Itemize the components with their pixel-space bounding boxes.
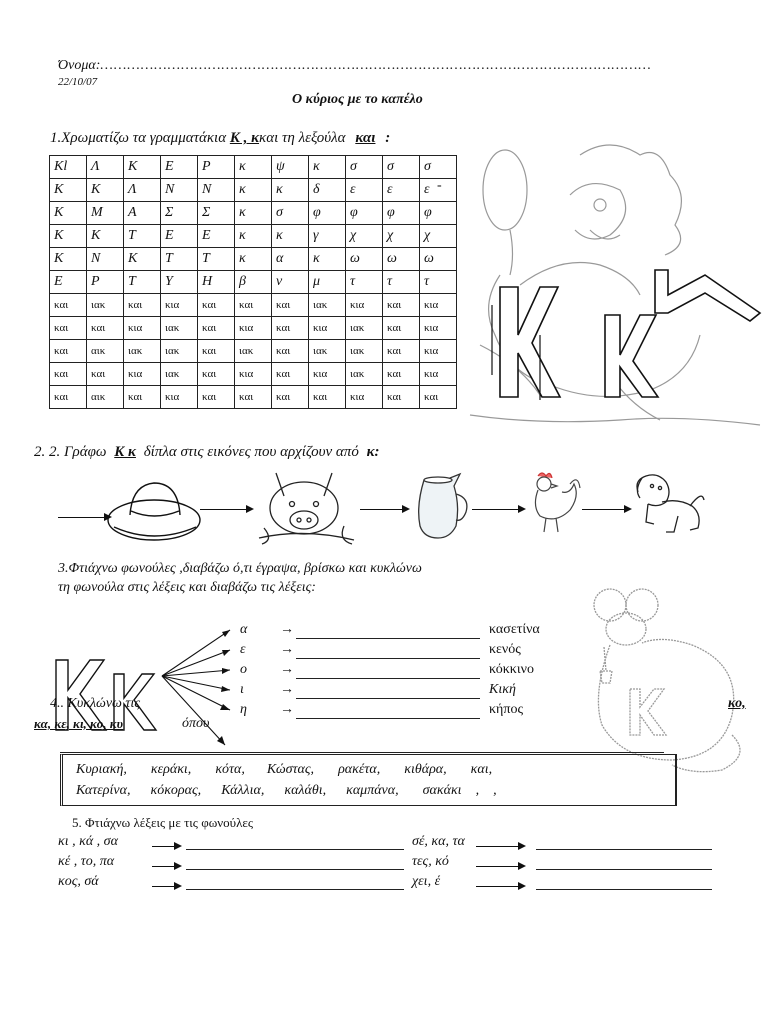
grid-cell[interactable]: φ	[346, 202, 383, 225]
grid-cell[interactable]: Ν	[161, 179, 198, 202]
name-line	[58, 58, 652, 74]
section4-syllables: κα, κε, κι, κο, κυ	[34, 716, 123, 731]
syllables-left: κι , κά , σα	[58, 834, 118, 849]
grid-cell[interactable]: Η	[198, 271, 235, 294]
grid-cell[interactable]: Κ	[50, 179, 87, 202]
arrow-left-1	[152, 846, 176, 847]
grid-cell[interactable]: ω	[383, 248, 420, 271]
grid-cell[interactable]: Σ	[198, 202, 235, 225]
section3-line1: 3.Φτιάχνω φωνούλες ,διαβάζω ό,τι έγραψα, βρίσκω και κυκλώνω	[58, 561, 422, 576]
grid-row	[50, 202, 457, 225]
grid-cell[interactable]: και	[235, 386, 272, 409]
rooster-image	[526, 470, 582, 536]
grid-cell[interactable]: ιακ	[235, 340, 272, 363]
grid-cell[interactable]: Κ	[87, 179, 124, 202]
grid-cell[interactable]: χ	[420, 225, 457, 248]
answer-line[interactable]	[296, 678, 480, 679]
grid-cell[interactable]: ε	[420, 179, 457, 202]
target-word[interactable]: κασετίνα	[489, 622, 540, 637]
grid-cell[interactable]: και	[383, 294, 420, 317]
grid-cell[interactable]: Τ	[124, 271, 161, 294]
circle-word[interactable]: Κάλλια,	[221, 783, 265, 798]
syllables-right: χει, έ	[412, 874, 441, 889]
vowel-label: ο	[240, 662, 247, 677]
grid-row	[50, 225, 457, 248]
hat-image	[104, 475, 202, 545]
grid-cell[interactable]: και	[124, 386, 161, 409]
target-word[interactable]: κόκκινο	[489, 662, 534, 677]
section1-word: και	[355, 130, 376, 146]
grid-cell[interactable]: κια	[124, 317, 161, 340]
arrow-right-1	[476, 846, 520, 847]
grid-cell[interactable]: κια	[420, 363, 457, 386]
grid-row	[50, 271, 457, 294]
grid-cell[interactable]: και	[50, 386, 87, 409]
answer-line[interactable]	[186, 869, 404, 870]
rooster-with-k-image	[460, 135, 768, 435]
name-label: Όνομα:	[58, 58, 101, 73]
grid-row	[50, 248, 457, 271]
grid-cell[interactable]: ε	[383, 179, 420, 202]
grid-cell[interactable]: δ	[309, 179, 346, 202]
grid-cell[interactable]: και	[272, 386, 309, 409]
grid-cell[interactable]: και	[50, 340, 87, 363]
words-line-1	[76, 762, 492, 778]
grid-row	[50, 340, 457, 363]
arrowhead-right	[518, 862, 526, 870]
circle-word[interactable]: καμπάνα,	[346, 783, 399, 798]
circle-word[interactable]: κότα,	[215, 762, 245, 777]
grid-cell[interactable]: και	[198, 386, 235, 409]
grid-row	[50, 294, 457, 317]
section2-instruction-mid: δίπλα στις εικόνες που αρχίζουν από	[143, 444, 359, 460]
grid-cell[interactable]: ιακ	[309, 340, 346, 363]
syllables-right: σέ, κα, τα	[412, 834, 465, 849]
syllables-right: τες, κό	[412, 854, 449, 869]
grid-cell[interactable]: κια	[309, 363, 346, 386]
section2-target: κ:	[366, 444, 380, 460]
grid-cell[interactable]: ιακ	[124, 340, 161, 363]
arrowhead-left	[174, 842, 182, 850]
grid-cell[interactable]: Κ	[124, 156, 161, 179]
arrow-glyph: →	[280, 682, 294, 697]
grid-cell[interactable]: σ	[420, 156, 457, 179]
grid-cell[interactable]: αικ	[87, 386, 124, 409]
grid-cell[interactable]: και	[272, 340, 309, 363]
dog-image	[632, 470, 708, 538]
arrow-glyph: →	[280, 622, 294, 637]
grid-row	[50, 179, 457, 202]
grid-cell[interactable]: Ε	[161, 225, 198, 248]
grid-cell[interactable]: Κ	[50, 225, 87, 248]
grid-cell[interactable]: κια	[235, 317, 272, 340]
grid-cell[interactable]: Κ	[50, 202, 87, 225]
grid-cell[interactable]: τ	[346, 271, 383, 294]
grid-cell[interactable]: Κ	[124, 248, 161, 271]
answer-line[interactable]	[296, 638, 480, 639]
grid-cell[interactable]: κ	[235, 179, 272, 202]
section4-where: όπου	[182, 716, 210, 731]
circle-word[interactable]: Κυριακή,	[76, 762, 127, 777]
section2-instruction	[34, 444, 380, 461]
arrow-glyph: →	[280, 642, 294, 657]
grid-cell[interactable]: Μ	[87, 202, 124, 225]
section1-instruction-mid: και τη λεξούλα	[259, 130, 346, 146]
grid-cell[interactable]: κ	[309, 248, 346, 271]
circle-word[interactable]: Κώστας,	[266, 762, 315, 777]
grid-cell[interactable]: και	[198, 294, 235, 317]
grid-cell[interactable]: κ	[235, 156, 272, 179]
circle-word[interactable]: σακάκι	[422, 783, 462, 798]
target-word[interactable]: κήπος	[489, 702, 523, 717]
grid-cell[interactable]: Ν	[198, 179, 235, 202]
grid-cell[interactable]: και	[198, 340, 235, 363]
arrow-right-3	[476, 886, 520, 887]
grid-cell[interactable]: κια	[420, 317, 457, 340]
grid-cell[interactable]: Ρ	[87, 271, 124, 294]
grid-cell[interactable]: ιακ	[309, 294, 346, 317]
grid-cell[interactable]: σ	[383, 156, 420, 179]
circle-word[interactable]: Κατερίνα,	[76, 783, 131, 798]
answer-line[interactable]	[296, 658, 480, 659]
section4-trailing: κο,	[728, 696, 746, 711]
answer-line[interactable]	[296, 718, 480, 719]
grid-cell[interactable]: και	[420, 386, 457, 409]
pig-image	[254, 468, 360, 546]
grid-cell[interactable]: και	[87, 317, 124, 340]
grid-cell[interactable]: ω	[420, 248, 457, 271]
grid-cell[interactable]: κια	[420, 294, 457, 317]
grid-cell[interactable]: αικ	[87, 340, 124, 363]
arrowhead-left	[174, 862, 182, 870]
grid-cell[interactable]: κια	[346, 386, 383, 409]
arrow-glyph: →	[280, 662, 294, 677]
circle-word[interactable]: κεράκι,	[150, 762, 192, 777]
answer-line[interactable]	[296, 698, 480, 699]
grid-cell[interactable]: Τ	[161, 248, 198, 271]
section4-prefix: 4.. Κυκλώνω τις	[50, 696, 140, 711]
letter-grid	[49, 155, 457, 409]
vowel-label: ε	[240, 642, 246, 657]
grid-cell[interactable]: Κ	[87, 225, 124, 248]
arrowhead-right	[518, 882, 526, 890]
date: 22/10/07	[58, 76, 98, 88]
grid-cell[interactable]: τ	[420, 271, 457, 294]
grid-cell[interactable]: φ	[420, 202, 457, 225]
section1-letters: Κ , κ	[229, 130, 260, 146]
grid-cell[interactable]: Σ	[161, 202, 198, 225]
grid-cell[interactable]: σ	[272, 202, 309, 225]
grid-cell[interactable]: ιακ	[346, 317, 383, 340]
answer-arrow-2[interactable]	[200, 509, 248, 510]
grid-cell[interactable]: χ	[383, 225, 420, 248]
grid-cell[interactable]: και	[124, 294, 161, 317]
grid-cell[interactable]: Κ	[50, 248, 87, 271]
grid-cell[interactable]: Υ	[161, 271, 198, 294]
answer-line[interactable]	[536, 889, 712, 890]
grid-row	[50, 386, 457, 409]
grid-cell[interactable]: και	[198, 363, 235, 386]
arrow-left-3	[152, 886, 176, 887]
section5-instruction: 5. Φτιάχνω λέξεις με τις φωνούλες	[72, 815, 253, 830]
section3-line2: τη φωνούλα στις λέξεις και διαβάζω τις λέξεις:	[58, 580, 316, 595]
grid-cell[interactable]: ψ	[272, 156, 309, 179]
grid-cell[interactable]: α	[272, 248, 309, 271]
grid-cell[interactable]: και	[50, 294, 87, 317]
grid-cell[interactable]: Λ	[124, 179, 161, 202]
circle-word[interactable]: κιθάρα,	[404, 762, 447, 777]
jug-image	[410, 472, 472, 542]
grid-cell[interactable]: ιακ	[346, 340, 383, 363]
grid-cell[interactable]: κια	[161, 294, 198, 317]
grid-cell[interactable]: και	[272, 294, 309, 317]
words-box-top-rule	[60, 752, 664, 753]
section1-instruction	[50, 130, 390, 147]
grid-cell[interactable]: φ	[383, 202, 420, 225]
arrowhead-2	[246, 505, 254, 513]
grid-cell[interactable]: μ	[309, 271, 346, 294]
grid-cell[interactable]: τ	[383, 271, 420, 294]
grid-cell[interactable]: και	[50, 363, 87, 386]
section2-letters: Κ κ	[114, 444, 136, 460]
grid-cell[interactable]: ιακ	[346, 363, 383, 386]
grid-cell[interactable]: κια	[346, 294, 383, 317]
words-line-2	[76, 783, 497, 799]
arrowhead-5	[624, 505, 632, 513]
answer-line[interactable]	[536, 849, 712, 850]
grid-cell[interactable]: Λ	[87, 156, 124, 179]
grid-cell[interactable]: β	[235, 271, 272, 294]
grid-cell[interactable]: και	[383, 386, 420, 409]
grid-cell[interactable]: Ρ	[198, 156, 235, 179]
answer-line[interactable]	[536, 869, 712, 870]
target-word[interactable]: Κική	[489, 682, 516, 697]
arrow-left-2	[152, 866, 176, 867]
syllables-left: κέ , το, πα	[58, 854, 115, 869]
grid-cell[interactable]: και	[198, 317, 235, 340]
grid-cell[interactable]: και	[383, 363, 420, 386]
grid-cell[interactable]: και	[272, 317, 309, 340]
grid-cell[interactable]: κ	[235, 248, 272, 271]
vowel-label: ι	[240, 682, 244, 697]
grid-cell[interactable]: ιακ	[87, 294, 124, 317]
grid-cell[interactable]: Τ	[198, 248, 235, 271]
grid-cell[interactable]: Α	[124, 202, 161, 225]
answer-arrow-1[interactable]	[58, 517, 106, 518]
grid-cell[interactable]: χ	[346, 225, 383, 248]
grid-cell[interactable]: ν	[272, 271, 309, 294]
arrowhead-3	[402, 505, 410, 513]
section1-dash: -	[437, 178, 442, 193]
answer-arrow-3[interactable]	[360, 509, 404, 510]
grid-cell[interactable]: Ε	[198, 225, 235, 248]
grid-cell[interactable]: ιακ	[161, 363, 198, 386]
grid-cell[interactable]: Τ	[124, 225, 161, 248]
grid-cell[interactable]: κια	[161, 386, 198, 409]
grid-cell[interactable]: και	[235, 294, 272, 317]
section2-instruction-prefix: 2. 2. Γράφω	[34, 444, 107, 460]
answer-arrow-5[interactable]	[582, 509, 626, 510]
arrowhead-left	[174, 882, 182, 890]
circle-word[interactable]: καλάθι,	[284, 783, 327, 798]
grid-cell[interactable]: ιακ	[161, 340, 198, 363]
arrow-right-2	[476, 866, 520, 867]
circle-word[interactable]: κόκορας,	[150, 783, 202, 798]
section1-instruction-prefix: 1.Χρωματίζω τα γραμματάκια	[50, 130, 227, 146]
grid-cell[interactable]: κ	[309, 156, 346, 179]
grid-row	[50, 317, 457, 340]
grid-cell[interactable]: κια	[420, 340, 457, 363]
syllables-left: κος, σά	[58, 874, 99, 889]
circle-word[interactable]: ρακέτα,	[338, 762, 381, 777]
circle-word[interactable]: ,	[475, 783, 480, 798]
grid-cell[interactable]: κια	[235, 363, 272, 386]
grid-cell[interactable]: κ	[272, 225, 309, 248]
circle-word[interactable]: ,	[493, 783, 497, 798]
grid-cell[interactable]: και	[272, 363, 309, 386]
target-word[interactable]: κενός	[489, 642, 521, 657]
grid-cell[interactable]: Ε	[161, 156, 198, 179]
grid-cell[interactable]: κια	[309, 317, 346, 340]
name-dots[interactable]: ……………………………………………………………………………………………………………	[100, 58, 652, 73]
grid-row	[50, 156, 457, 179]
grid-cell[interactable]: και	[87, 363, 124, 386]
answer-arrow-4[interactable]	[472, 509, 520, 510]
grid-cell[interactable]: σ	[346, 156, 383, 179]
grid-cell[interactable]: και	[383, 340, 420, 363]
grid-cell[interactable]: φ	[309, 202, 346, 225]
arrow-glyph: →	[280, 702, 294, 717]
arrowhead-right	[518, 842, 526, 850]
grid-cell[interactable]: κ	[235, 225, 272, 248]
grid-cell[interactable]: κ	[235, 202, 272, 225]
answer-line[interactable]	[186, 889, 404, 890]
grid-cell[interactable]: και	[383, 317, 420, 340]
vowel-label: α	[240, 622, 248, 637]
circle-word[interactable]: και,	[470, 762, 493, 777]
vowel-label: η	[240, 702, 247, 717]
answer-line[interactable]	[186, 849, 404, 850]
arrowhead-4	[518, 505, 526, 513]
grid-cell[interactable]: Ν	[87, 248, 124, 271]
grid-cell[interactable]: ε	[346, 179, 383, 202]
grid-cell[interactable]: και	[309, 386, 346, 409]
section1-colon: :	[385, 130, 391, 146]
mouse-with-k-image	[582, 585, 758, 775]
grid-row	[50, 363, 457, 386]
grid-cell[interactable]: ω	[346, 248, 383, 271]
grid-cell[interactable]: Ε	[50, 271, 87, 294]
grid-cell[interactable]: κ	[272, 179, 309, 202]
grid-cell[interactable]: ιακ	[161, 317, 198, 340]
grid-cell[interactable]: Kl	[50, 156, 87, 179]
grid-cell[interactable]: και	[50, 317, 87, 340]
page-title: Ο κύριος με το καπέλο	[292, 92, 423, 107]
grid-cell[interactable]: γ	[309, 225, 346, 248]
grid-cell[interactable]: κια	[124, 363, 161, 386]
